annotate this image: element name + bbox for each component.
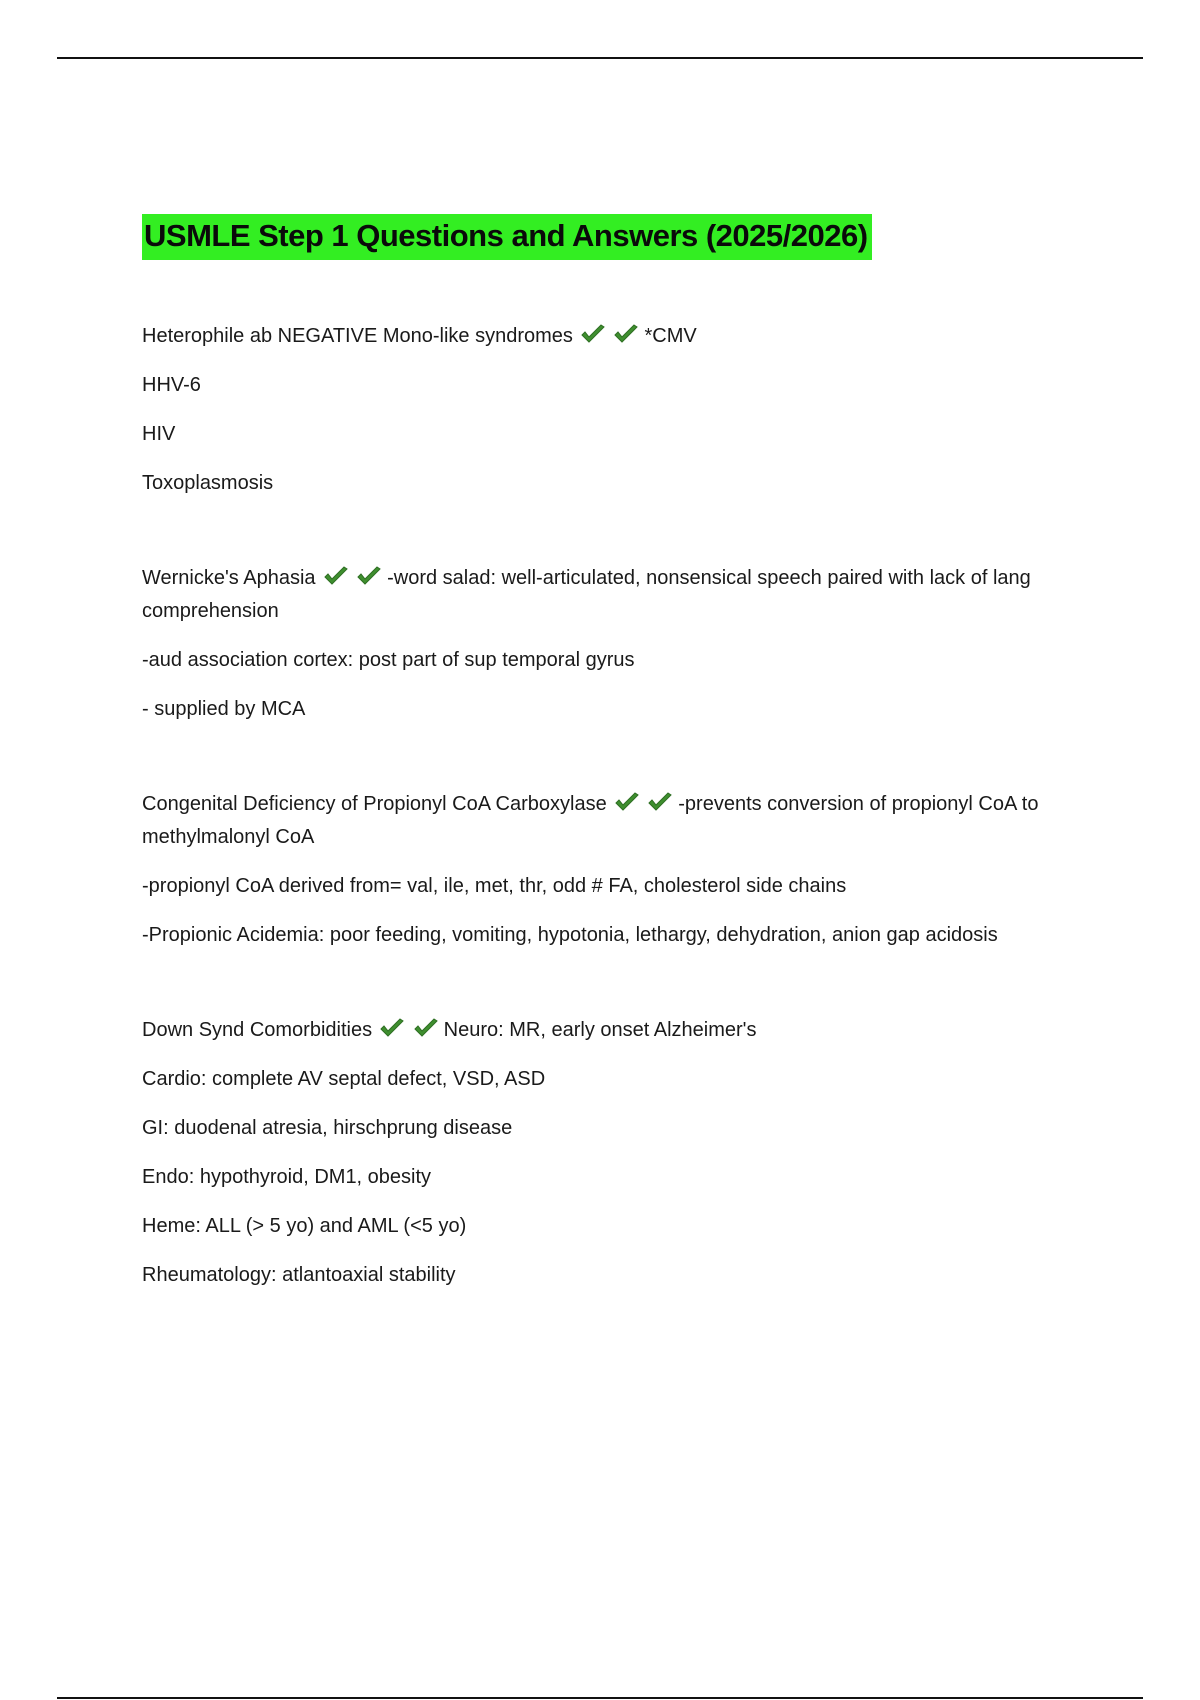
top-rule [57, 57, 1143, 59]
qa-first-line [142, 1014, 1072, 1047]
answer-line: -Propionic Acidemia: poor feeding, vomiting, hypotonia, lethargy, dehydration, anion gap acidosis [142, 924, 998, 946]
answer-line: Endo: hypothyroid, DM1, obesity [142, 1166, 432, 1188]
answer-line: HHV-6 [142, 374, 201, 396]
answer-line: Cardio: complete AV septal defect, VSD, ASD [142, 1068, 546, 1090]
qa-item [142, 788, 1072, 952]
answer-line: HIV [142, 423, 176, 445]
answer-line: Heme: ALL (> 5 yo) and AML (<5 yo) [142, 1215, 467, 1237]
document-title: USMLE Step 1 Questions and Answers (2025/2026) [144, 218, 868, 253]
question-text: Congenital Deficiency of Propionyl CoA Carboxylase [142, 793, 607, 815]
qa-item [142, 320, 1072, 500]
answer-line: Toxoplasmosis [142, 472, 274, 494]
double-checkmark-icon [322, 562, 384, 595]
checkmark-icon [612, 324, 640, 346]
document-body [142, 214, 1072, 1354]
answer-text: *CMV [644, 325, 697, 347]
double-checkmark-icon [613, 788, 675, 821]
question-text: Heterophile ab NEGATIVE Mono-like syndromes [142, 325, 573, 347]
checkmark-icon [646, 792, 674, 814]
double-checkmark-icon [579, 320, 641, 353]
answer-line: GI: duodenal atresia, hirschprung disease [142, 1117, 513, 1139]
checkmark-icon [322, 566, 350, 588]
question-text: Wernicke's Aphasia [142, 567, 316, 589]
qa-item [142, 1014, 1072, 1292]
answer-line: -propionyl CoA derived from= val, ile, met, thr, odd # FA, cholesterol side chains [142, 875, 847, 897]
answer-line: Rheumatology: atlantoaxial stability [142, 1264, 456, 1286]
checkmark-icon [412, 1018, 440, 1040]
checkmark-icon [579, 324, 607, 346]
qa-item [142, 562, 1072, 726]
answer-text: -word salad: well-articulated, nonsensical speech paired with lack of lang comprehension [142, 567, 1031, 622]
answer-line: - supplied by MCA [142, 698, 306, 720]
answer-line: -aud association cortex: post part of sup temporal gyrus [142, 649, 635, 671]
checkmark-icon [355, 566, 383, 588]
answer-text: Neuro: MR, early onset Alzheimer's [443, 1019, 757, 1041]
qa-first-line [142, 320, 1072, 353]
checkmark-icon [378, 1018, 406, 1040]
question-text: Down Synd Comorbidities [142, 1019, 373, 1041]
answer-text: -prevents conversion of propionyl CoA to methylmalonyl CoA [142, 793, 1039, 848]
bottom-rule [57, 1697, 1143, 1699]
double-checkmark-icon [378, 1014, 440, 1047]
qa-first-line [142, 562, 1072, 628]
qa-first-line [142, 788, 1072, 854]
qa-list [142, 320, 1072, 1292]
checkmark-icon [613, 792, 641, 814]
title-highlight [142, 214, 872, 260]
